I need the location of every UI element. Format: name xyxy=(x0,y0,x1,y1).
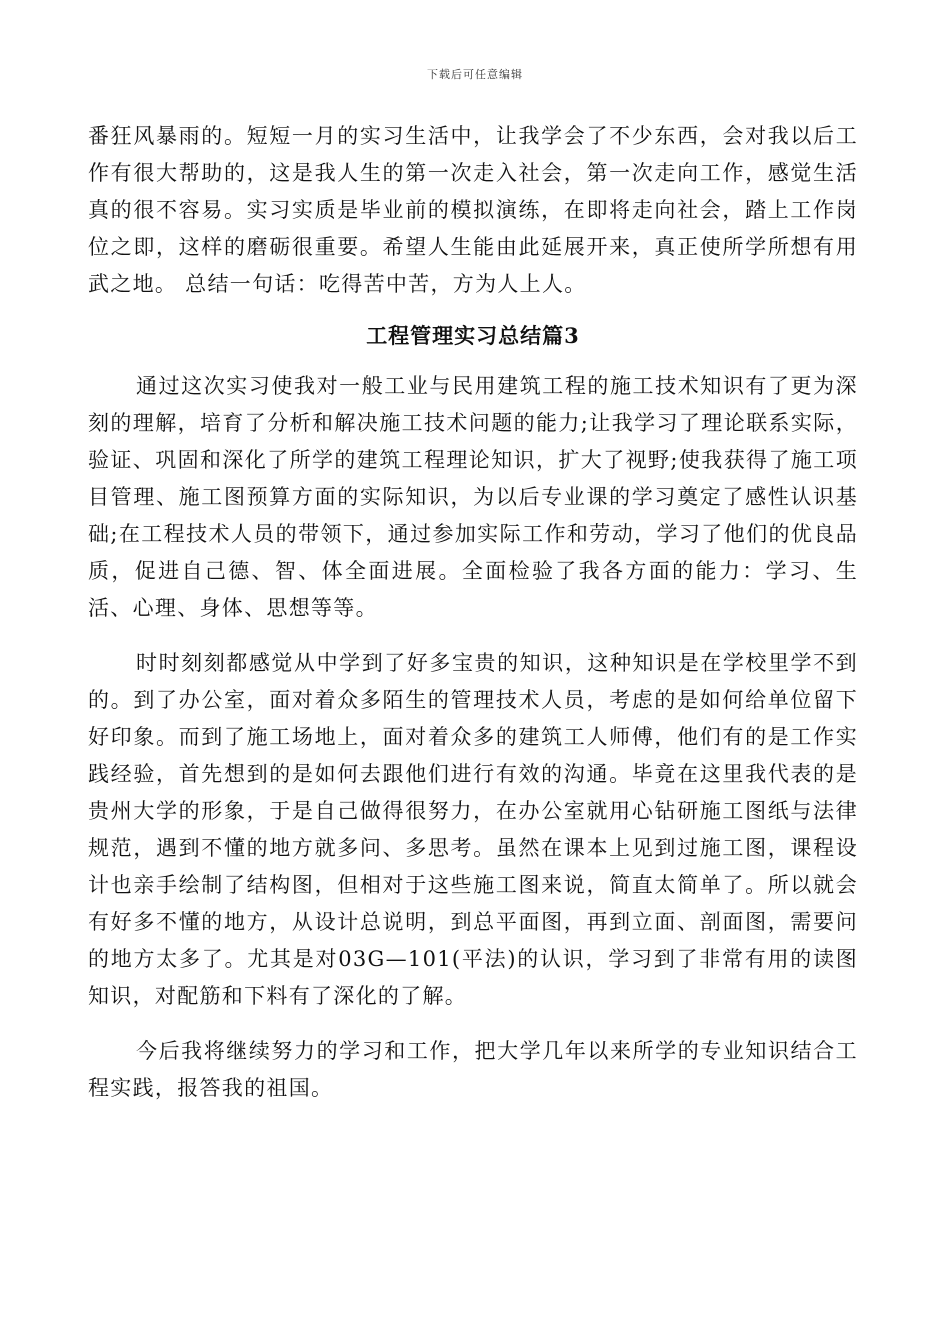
page-header-note: 下载后可任意编辑 xyxy=(427,68,523,81)
section-title: 工程管理实习总结篇3 xyxy=(366,323,580,348)
paragraph-2: 时时刻刻都感觉从中学到了好多宝贵的知识，这种知识是在学校里学不到的。到了办公室，面对着众多陌生的管理技术人员，考虑的是如何给单位留下好印象。而到了施工场地上，面对着众多的建筑工人师傅，他们有的是工作实践经验，首先想到的是如何去跟他们进行有效的沟通。毕竟在这里我代表的是贵州大学的形象，于是自己做得很努力，在办公室就用心钻研施工图纸与法律规范，遇到不懂的地方就多问、多思考。虽然在课本上见到过施工图，课程设计也亲手绘制了结构图，但相对于这些施工图来说，简直太简单了。所以就会有好多不懂的地方，从设计总说明，到总平面图，再到立面、剖面图，需要问的地方太多了。尤其是对03G—101(平法)的认识，学习到了非常有用的读图知识，对配筋和下料有了深化的了解。 xyxy=(88,651,858,1008)
paragraph-1: 通过这次实习使我对一般工业与民用建筑工程的施工技术知识有了更为深刻的理解，培育了分析和解决施工技术问题的能力;让我学习了理论联系实际，验证、巩固和深化了所学的建筑工程理论知识，扩大了视野;使我获得了施工项目管理、施工图预算方面的实际知识，为以后专业课的学习奠定了感性认识基础;在工程技术人员的带领下，通过参加实际工作和劳动，学习了他们的优良品质，促进自己德、智、体全面进展。全面检验了我各方面的能力：学习、生活、心理、身体、思想等等。 xyxy=(88,374,858,620)
document-body xyxy=(88,118,858,1107)
paragraph-3: 今后我将继续努力的学习和工作，把大学几年以来所学的专业知识结合工程实践，报答我的祖国。 xyxy=(88,1039,858,1100)
continued-paragraph: 番狂风暴雨的。短短一月的实习生活中，让我学会了不少东西，会对我以后工作有很大帮助的，这是我人生的第一次走入社会，第一次走向工作，感觉生活真的很不容易。实习实质是毕业前的模拟演练，在即将走向社会，踏上工作岗位之即，这样的磨砺很重要。希望人生能由此延展开来，真正使所学所想有用武之地。 总结一句话：吃得苦中苦，方为人上人。 xyxy=(88,124,858,296)
